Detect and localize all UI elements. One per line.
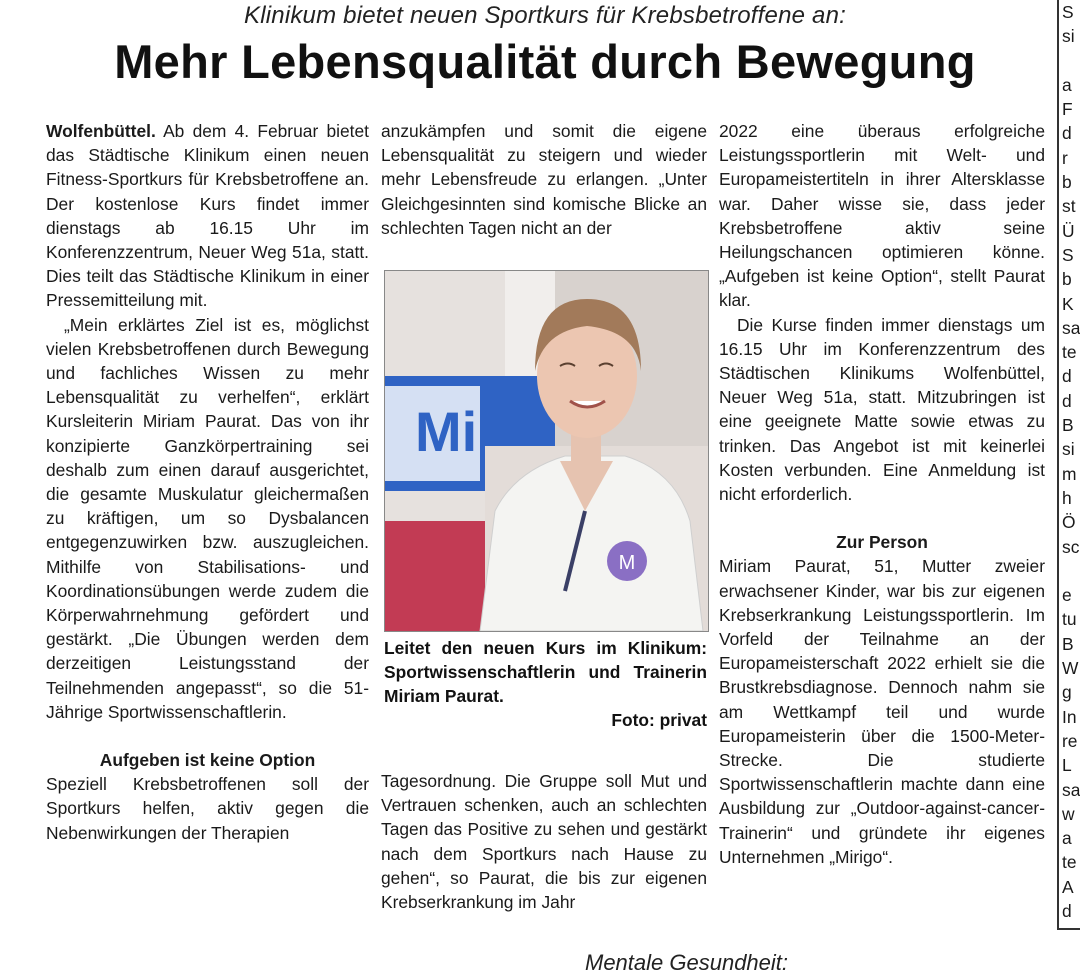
fragment-line: sc [1062, 536, 1080, 557]
fragment-line: h [1062, 487, 1072, 508]
fragment-line: S [1062, 2, 1074, 22]
fragment-line: sa [1062, 779, 1080, 800]
paragraph-course-details: Die Kurse finden immer dienstags um 16.15 Uhr im Konferenzzentrum des Städtischen Klinikums Wolfenbüttel, Neuer Weg 51a, statt. Mitzubringen ist eine geeignete Matte sowie etwas zu trinken. Das Angebot ist mit keinerlei Kosten verbunden. Eine Anmeldung ist nicht erforderlich. [719, 314, 1045, 505]
fragment-line: te [1062, 852, 1077, 873]
fragment-line: g [1062, 682, 1072, 703]
article-column-2-bottom [381, 769, 707, 914]
fragment-line [1062, 559, 1080, 583]
fragment-line: L [1062, 755, 1072, 776]
fragment-line: d [1062, 390, 1072, 411]
article-column-1 [46, 119, 369, 845]
article-column-3 [719, 119, 1045, 869]
article-kicker: Klinikum bietet neuen Sportkurs für Krebsbetroffene an: [244, 2, 846, 29]
fragment-line: d [1062, 123, 1072, 144]
fragment-line: A [1062, 876, 1074, 897]
fragment-line: d [1062, 366, 1072, 387]
svg-text:M: M [618, 552, 636, 574]
photo-illustration [385, 271, 708, 631]
fragment-line: B [1062, 415, 1074, 436]
fragment-line: w [1062, 803, 1075, 824]
fragment-line: m [1062, 463, 1077, 484]
adjacent-article-fragment [1062, 0, 1080, 920]
next-article-kicker: Mentale Gesundheit: [585, 950, 789, 975]
fragment-line: F [1062, 99, 1073, 120]
fragment-line: sa [1062, 317, 1080, 338]
paragraph-person: Miriam Paurat, 51, Mutter zweier erwachsener Kinder, war bis zur eigenen Krebserkrankung Leistungssportlerin. Im Vorfeld der Teilnahme an der Europameisterschaft 2022 erhielt sie die Brustkrebsdiagnose. Dennoch nahm sie am Wettkampf teil und wurde Europameisterin über die 1500-Meter-Strecke. Die studierte Sportwissenschaftlerin machte dann eine Ausbildung zur „Outdoor-against-cancer-Trainerin“ und gründete ihr eigenes Unternehmen „Mirigo“. [719, 556, 1045, 867]
article-column-2 [381, 119, 707, 240]
fragment-line: Ü [1062, 220, 1075, 241]
fragment-line: r [1062, 147, 1068, 168]
fragment-line [1062, 49, 1080, 73]
paragraph-col3-top: 2022 eine überaus erfolgreiche Leistungssportlerin mit Welt- und Europameistertiteln in ihrer Altersklasse war. Daher wisse sie, dass jeder Krebsbetroffene aktiv seine Heilungschancen optimieren könne. „Aufgeben ist keine Option“, stellt Paurat klar. [719, 121, 1045, 311]
subhead-option: Aufgeben ist keine Option [99, 750, 316, 771]
fragment-line: K [1062, 293, 1074, 314]
fragment-line: In [1062, 706, 1077, 727]
screen-logo-text: Mi [415, 400, 478, 463]
paragraph-intro [46, 119, 369, 313]
fragment-line: b [1062, 172, 1072, 193]
photo-credit: Foto: privat [611, 710, 707, 730]
fragment-line: tu [1062, 609, 1077, 630]
paragraph-col2-bottom: Tagesordnung. Die Gruppe soll Mut und Vertrauen schenken, auch an schlechten Tagen das Positive zu sehen und gestärkt nach dem Sportkurs nach Hause zu gehen“, so Paurat, die bis zur eigenen Krebserkrankung im Jahr [381, 771, 707, 913]
paragraph-col2-top: anzukämpfen und somit die eigene Lebensqualität zu steigern und wieder mehr Lebensfreude zu erlangen. „Unter Gleichgesinnten sind komische Blicke an schlechten Tagen nicht an der [381, 121, 707, 238]
paragraph-quote: „Mein erklärtes Ziel ist es, möglichst vielen Krebsbetroffenen durch Bewegung und fachliches Wissen zu mehr Lebensqualität zu verhelfen“, erklärt Kursleiterin Miriam Paurat. Das von ihr konzipierte Ganzkörpertraining sei deshalb zum einen darauf ausgerichtet, die gesamte Muskulatur gleichermaßen zu kräftigen, um so Dysbalancen entgegenzuwirken bzw. auszugleichen. Mithilfe von Stabilisations- und Koordinationsübungen werde zudem die Körperwahrnehmung gefördert und gestärkt. „Die Übungen werden dem derzeitigen Leistungsstand der Teilnehmenden angepasst“, so die 51-Jährige Sportwissenschaftlerin. [46, 314, 369, 722]
fragment-line: S [1062, 244, 1074, 265]
fragment-line: te [1062, 342, 1077, 363]
column-divider [1057, 0, 1059, 930]
fragment-line: e [1062, 585, 1072, 606]
fragment-line: si [1062, 26, 1075, 47]
spacer [46, 724, 369, 748]
portrait-photo [384, 270, 709, 632]
fragment-line: a [1062, 74, 1072, 95]
fragment-line: b [1062, 269, 1072, 290]
fragment-line: d [1062, 900, 1072, 920]
fragment-line: B [1062, 633, 1074, 654]
photo-caption [384, 636, 707, 732]
fragment-line: a [1062, 828, 1072, 849]
column-divider-bottom [1057, 928, 1080, 930]
intro-text: Ab dem 4. Februar bietet das Städtische Klinikum einen neuen Fitness-Sportkurs für Krebsbetroffene an. Der kostenlose Kurs findet immer dienstags ab 16.15 Uhr im Konferenzzentrum, Neuer Weg 51a, statt. Dies teilt das Städtische Klinikum in einer Pressemitteilung mit. [46, 121, 369, 311]
fragment-line: re [1062, 730, 1078, 751]
paragraph-col1-end: Speziell Krebsbetroffenen soll der Sportkurs helfen, aktiv gegen die Nebenwirkungen der Therapien [46, 774, 369, 843]
caption-text: Leitet den neuen Kurs im Klinikum: Sportwissenschaftlerin und Trainerin Miriam Paurat. [384, 638, 707, 706]
fragment-line: si [1062, 439, 1075, 460]
dateline: Wolfenbüttel. [46, 121, 156, 141]
article-headline: Mehr Lebensqualität durch Bewegung [114, 35, 976, 88]
fragment-line: Ö [1062, 512, 1076, 533]
fragment-line: st [1062, 196, 1076, 217]
spacer [719, 506, 1045, 530]
fragment-line: W [1062, 658, 1079, 679]
subhead-person: Zur Person [836, 532, 928, 553]
